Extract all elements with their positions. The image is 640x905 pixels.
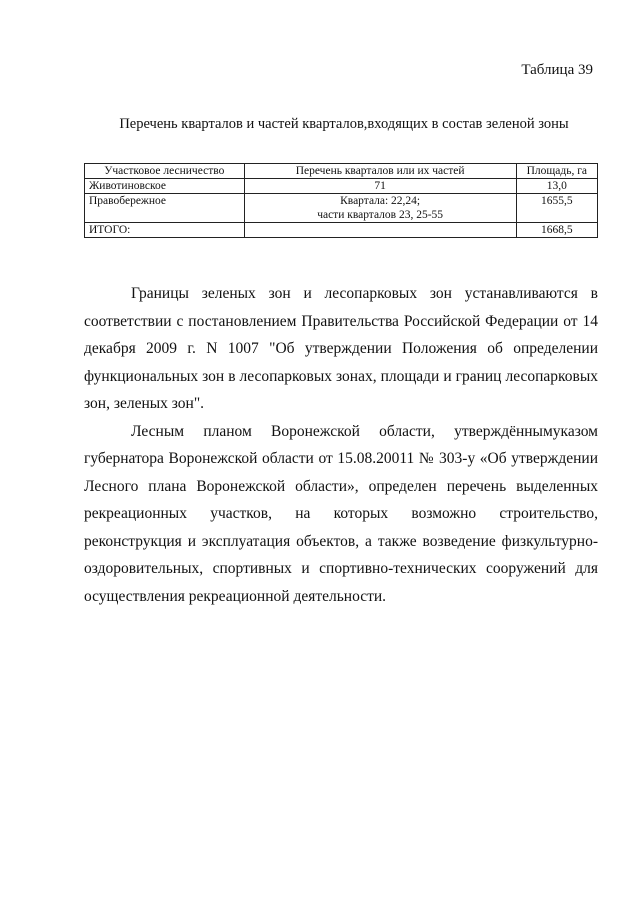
table-total-row <box>85 223 598 238</box>
table-title: Перечень кварталов и частей кварталов,входящих в состав зеленой зоны <box>119 116 569 132</box>
cell-area: 13,0 <box>516 179 597 194</box>
cell-quarters <box>244 223 516 238</box>
paragraph-forest-plan: Лесным планом Воронежской области, утверждённымуказом губернатора Воронежской области от 15.08.20011 № 303-у «Об утверждении Лесного плана Воронежской области», определен перечень выделенных рекреационных участков, на которых возможно строительство, реконструкция и эксплуатация объектов, а также возведение физкультурно-оздоровительных, спортивных и спортивно-технических сооружений для осуществления рекреационной деятельности. <box>84 422 598 605</box>
cell-forestry: Правобережное <box>85 194 245 223</box>
green-zone-table <box>84 163 598 238</box>
cell-quarters: 71 <box>244 179 516 194</box>
cell-quarters <box>244 194 516 223</box>
table-number: Таблица 39 <box>521 62 593 78</box>
cell-total-area: 1668,5 <box>516 223 597 238</box>
cell-area: 1655,5 <box>516 194 597 223</box>
cell-quarters-line: части кварталов 23, 25-55 <box>317 209 444 221</box>
table-row <box>85 179 598 194</box>
column-header-forestry: Участковое лесничество <box>85 164 245 179</box>
paragraph-boundaries: Границы зеленых зон и лесопарковых зон устанавливаются в соответствии с постановлением Правительства Российской Федерации от 14 декабря 2009 г. N 1007 "Об утверждении Положения об определении функциональных зон в лесопарковых зонах, площади и границ лесопарковых зон, зеленых зон". <box>84 285 598 412</box>
table-header-row <box>85 164 598 179</box>
cell-forestry: Животиновское <box>85 179 245 194</box>
column-header-area: Площадь, га <box>516 164 597 179</box>
table-row <box>85 194 598 223</box>
body-text <box>84 280 598 610</box>
cell-total-label: ИТОГО: <box>85 223 245 238</box>
column-header-quarters: Перечень кварталов или их частей <box>244 164 516 179</box>
cell-quarters-line: Квартала: 22,24; <box>340 195 421 207</box>
